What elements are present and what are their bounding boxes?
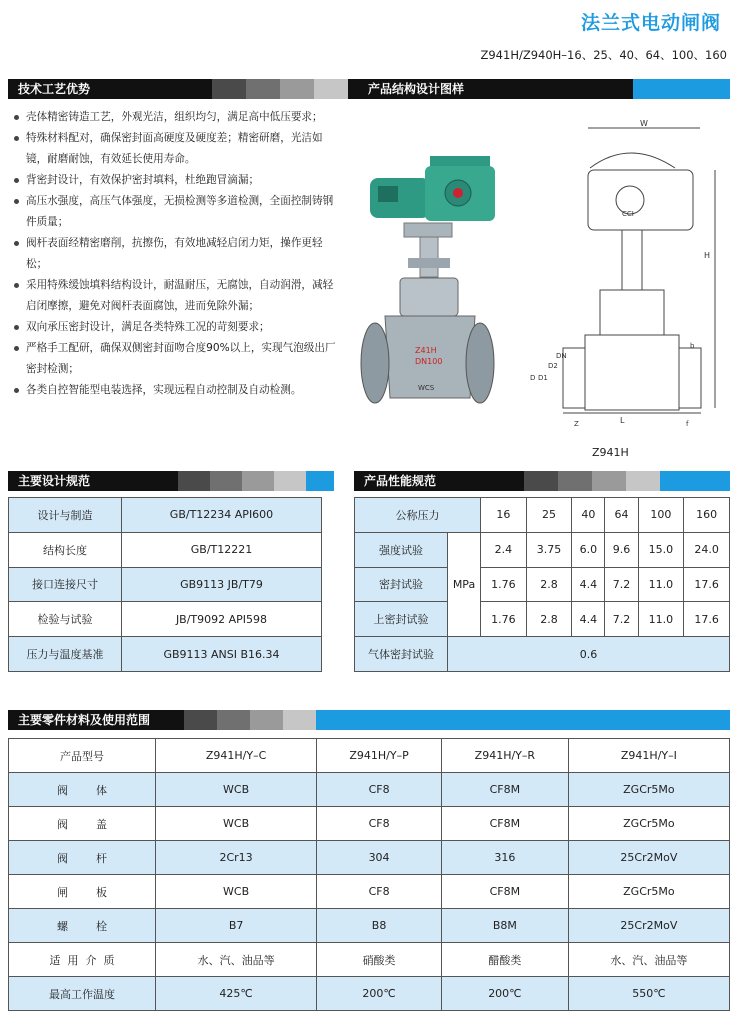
pressure-value: 25 — [526, 498, 572, 533]
perf-value: 2.4 — [481, 532, 527, 567]
valve-figure — [330, 108, 730, 460]
material-value: 200℃ — [317, 977, 442, 1011]
feature-item: 特殊材料配对，确保密封面高硬度及硬度差；精密研磨，光洁如镜，耐磨耐蚀，有效延长使用寿命。 — [8, 128, 338, 170]
perf-value: 4.4 — [572, 567, 605, 602]
perf-value: 17.6 — [684, 602, 730, 637]
svg-text:D1: D1 — [538, 374, 548, 382]
material-value: WCB — [156, 807, 317, 841]
pressure-value: 40 — [572, 498, 605, 533]
valve-drawing — [530, 119, 715, 428]
table-row — [9, 567, 322, 602]
material-label: 阀 杆 — [9, 841, 156, 875]
material-value: B7 — [156, 909, 317, 943]
design-section-title: 产品结构设计图样 — [348, 79, 633, 99]
material-value: 550℃ — [568, 977, 729, 1011]
svg-text:b: b — [690, 342, 695, 350]
material-label: 阀 盖 — [9, 807, 156, 841]
material-value: CF8 — [317, 773, 442, 807]
model-header: 产品型号 — [9, 739, 156, 773]
table-row — [9, 977, 730, 1011]
table-row — [9, 773, 730, 807]
table-row — [355, 567, 730, 602]
perf-value: 7.2 — [605, 567, 638, 602]
gas-label: 气体密封试验 — [355, 637, 448, 672]
perf-table — [354, 497, 730, 672]
material-label: 螺 栓 — [9, 909, 156, 943]
materials-section-title: 主要零件材料及使用范围 — [8, 710, 184, 730]
table-row — [9, 739, 730, 773]
material-value: 304 — [317, 841, 442, 875]
feature-item: 高压水强度，高压气体强度，无损检测等多道检测，全面控制铸钢件质量； — [8, 191, 338, 233]
table-row — [9, 498, 322, 533]
material-value: 硝酸类 — [317, 943, 442, 977]
model-name: Z941H/Y–I — [568, 739, 729, 773]
spec-section-bar — [8, 471, 334, 491]
svg-text:CCI: CCI — [622, 210, 634, 218]
feature-list — [8, 107, 338, 401]
spec-value: GB/T12221 — [122, 532, 322, 567]
material-value: 25Cr2MoV — [568, 841, 729, 875]
perf-value: 11.0 — [638, 602, 684, 637]
perf-value: 15.0 — [638, 532, 684, 567]
spec-value: GB/T12234 API600 — [122, 498, 322, 533]
unit-cell: MPa — [448, 532, 481, 636]
svg-text:L: L — [620, 416, 625, 425]
table-row — [9, 841, 730, 875]
model-name: Z941H/Y–P — [317, 739, 442, 773]
valve-photo — [361, 156, 495, 403]
photo-mark-1: Z41H — [415, 346, 437, 355]
material-value: ZGCr5Mo — [568, 875, 729, 909]
material-label: 最高工作温度 — [9, 977, 156, 1011]
material-value: 水、汽、油品等 — [568, 943, 729, 977]
material-value: CF8M — [441, 807, 568, 841]
photo-mark-3: WCS — [418, 384, 435, 392]
material-value: 醋酸类 — [441, 943, 568, 977]
material-value: 25Cr2MoV — [568, 909, 729, 943]
model-name: Z941H/Y–C — [156, 739, 317, 773]
perf-section-bar — [354, 471, 730, 491]
svg-text:Z: Z — [574, 420, 579, 428]
material-value: B8 — [317, 909, 442, 943]
material-value: ZGCr5Mo — [568, 807, 729, 841]
material-value: ZGCr5Mo — [568, 773, 729, 807]
pressure-value: 160 — [684, 498, 730, 533]
svg-text:f: f — [686, 420, 689, 428]
table-row — [355, 637, 730, 672]
material-value: CF8M — [441, 773, 568, 807]
pressure-header: 公称压力 — [355, 498, 481, 533]
photo-mark-2: DN100 — [415, 357, 443, 366]
pressure-value: 64 — [605, 498, 638, 533]
table-row — [355, 498, 730, 533]
spec-label: 压力与温度基准 — [9, 637, 122, 672]
spec-label: 设计与制造 — [9, 498, 122, 533]
perf-label: 密封试验 — [355, 567, 448, 602]
table-row — [9, 532, 322, 567]
material-value: CF8M — [441, 875, 568, 909]
table-row — [355, 602, 730, 637]
spec-value: GB9113 JB/T79 — [122, 567, 322, 602]
material-value: WCB — [156, 875, 317, 909]
feature-item: 双向承压密封设计，满足各类特殊工况的苛刻要求； — [8, 317, 338, 338]
table-row — [9, 602, 322, 637]
perf-value: 1.76 — [481, 602, 527, 637]
perf-label: 强度试验 — [355, 532, 448, 567]
material-value: 200℃ — [441, 977, 568, 1011]
material-value: WCB — [156, 773, 317, 807]
feature-item: 采用特殊缓蚀填料结构设计，耐温耐压，无腐蚀，自动润滑，减轻启闭摩擦，避免对阀杆表面腐蚀，进而免除外漏； — [8, 275, 338, 317]
feature-item: 各类自控智能型电装选择，实现远程自动控制及自动检测。 — [8, 380, 338, 401]
table-row — [9, 909, 730, 943]
perf-value: 17.6 — [684, 567, 730, 602]
svg-text:DN: DN — [556, 352, 567, 360]
table-row — [355, 532, 730, 567]
page-title: 法兰式电动闸阀 — [580, 12, 721, 34]
svg-text:W: W — [640, 119, 648, 128]
pressure-value: 100 — [638, 498, 684, 533]
material-label: 闸 板 — [9, 875, 156, 909]
perf-value: 4.4 — [572, 602, 605, 637]
perf-label: 上密封试验 — [355, 602, 448, 637]
spec-label: 结构长度 — [9, 532, 122, 567]
feature-item: 壳体精密铸造工艺，外观光洁，组织均匀，满足高中低压要求； — [8, 107, 338, 128]
perf-value: 2.8 — [526, 602, 572, 637]
perf-value: 11.0 — [638, 567, 684, 602]
material-value: 316 — [441, 841, 568, 875]
perf-section-title: 产品性能规范 — [354, 471, 524, 491]
svg-text:H: H — [704, 251, 711, 260]
table-row — [9, 875, 730, 909]
perf-value: 2.8 — [526, 567, 572, 602]
figure-model-label: Z941H — [592, 446, 629, 459]
perf-value: 6.0 — [572, 532, 605, 567]
perf-value: 9.6 — [605, 532, 638, 567]
table-row — [9, 807, 730, 841]
spec-section-title: 主要设计规范 — [8, 471, 178, 491]
gas-value: 0.6 — [448, 637, 730, 672]
model-name: Z941H/Y–R — [441, 739, 568, 773]
material-value: 425℃ — [156, 977, 317, 1011]
feature-item: 严格手工配研，确保双侧密封面吻合度90%以上，实现气泡级出厂密封检测； — [8, 338, 338, 380]
feature-item: 阀杆表面经精密磨削，抗擦伤，有效地减轻启闭力矩，操作更轻松； — [8, 233, 338, 275]
perf-value: 24.0 — [684, 532, 730, 567]
table-row — [9, 637, 322, 672]
perf-value: 7.2 — [605, 602, 638, 637]
spec-label: 检验与试验 — [9, 602, 122, 637]
pressure-value: 16 — [481, 498, 527, 533]
tech-section-bar — [8, 79, 730, 99]
perf-value: 1.76 — [481, 567, 527, 602]
perf-value: 3.75 — [526, 532, 572, 567]
material-value: CF8 — [317, 875, 442, 909]
material-value: CF8 — [317, 807, 442, 841]
material-label: 阀 体 — [9, 773, 156, 807]
material-value: 2Cr13 — [156, 841, 317, 875]
spec-value: JB/T9092 API598 — [122, 602, 322, 637]
page-subtitle: Z941H/Z940H–16、25、40、64、100、160 — [480, 48, 727, 62]
materials-section-bar — [8, 710, 730, 730]
feature-item: 背密封设计，有效保护密封填料，杜绝跑冒滴漏； — [8, 170, 338, 191]
material-value: 水、汽、油品等 — [156, 943, 317, 977]
svg-text:D: D — [530, 374, 536, 382]
materials-table — [8, 738, 730, 1011]
spec-label: 接口连接尺寸 — [9, 567, 122, 602]
svg-text:D2: D2 — [548, 362, 558, 370]
spec-value: GB9113 ANSI B16.34 — [122, 637, 322, 672]
table-row — [9, 943, 730, 977]
material-label: 适 用 介 质 — [9, 943, 156, 977]
material-value: B8M — [441, 909, 568, 943]
tech-section-title: 技术工艺优势 — [8, 79, 212, 99]
spec-table — [8, 497, 322, 672]
